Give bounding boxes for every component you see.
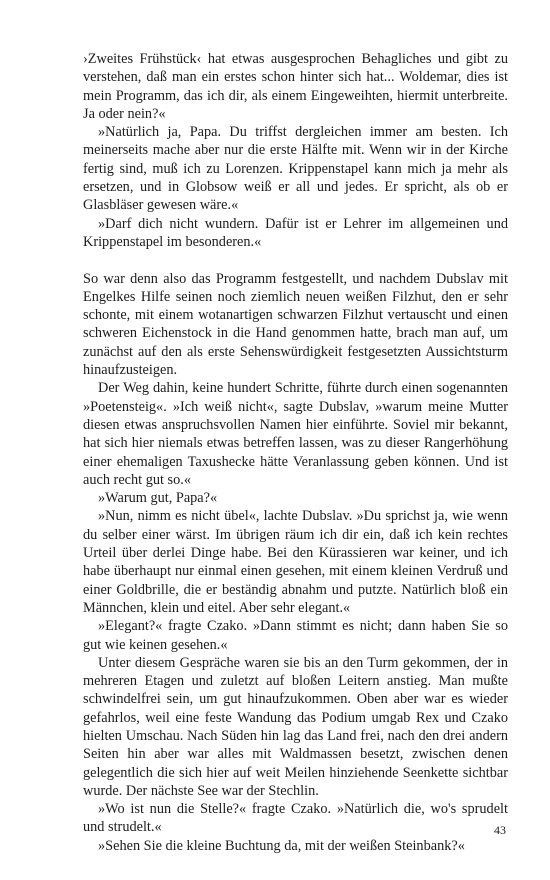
paragraph-3: »Darf dich nicht wundern. Dafür ist er Lehrer im allgemeinen und Krippenstapel im besonderen.«	[83, 215, 508, 250]
paragraph-7: »Nun, nimm es nicht übel«, lachte Dubslav. »Du sprichst ja, wie wenn du selber einer wärst. Im übrigen räum ich dir ein, daß ich kein rechtes Urteil über derlei Dinge habe. Bei den Kürassieren war keiner, und ich habe überhaupt nur einmal einen gesehen, mit einem kleinen Verdruß und einer Goldbrille, die er beständig abnahm und putzte. Natürlich bloß ein Männchen, klein und eitel. Aber sehr elegant.«	[83, 508, 508, 616]
paragraph-2: »Natürlich ja, Papa. Du triffst dergleichen immer am besten. Ich meinerseits mache aber nur die erste Hälfte mit. Wenn wir in der Kirche fertig sind, muß ich zu Lorenzen. Krippenstapel kann mich ja mehr als ersetzen, und in Globsow weiß er all und jedes. Er spricht, als ob er Glasbläser gewesen wäre.«	[83, 124, 508, 214]
paragraph-1: ›Zweites Frühstück‹ hat etwas ausgesprochen Behagliches und gibt zu verstehen, daß man ein erstes schon hinter sich hat... Woldemar, dies ist mein Programm, das ich dir, als einem Eingeweihten, hiermit unterbreite. Ja oder nein?«	[83, 51, 508, 122]
paragraph-6: »Warum gut, Papa?«	[98, 490, 218, 507]
paragraph-8: »Elegant?« fragte Czako. »Dann stimmt es nicht; dann haben Sie so gut wie keinen gesehen.«	[83, 618, 508, 653]
paragraph-4: So war denn also das Programm festgestellt, und nachdem Dubslav mit Engelkes Hilfe seinen noch ziemlich neuen weißen Filzhut, den er sehr schonte, mit einem wotanartigen schwarzen Filzhut vertauscht und einen schweren Eichenstock in die Hand genommen hatte, brach man auf, um zunächst auf den als erste Sehenswürdigkeit festgesetzten Aussichtsturm hinaufzusteigen.	[83, 270, 508, 379]
paragraph-5: Der Weg dahin, keine hundert Schritte, führte durch einen sogenannten »Poetensteig«. »Ich weiß nicht«, sagte Dubslav, »warum meine Mutter diesen etwas anspruchsvollen Namen hier einführte. Soviel mir bekannt, hat sich hier niemals etwas betreffen lassen, was zu dieser Rangerhöhung einer ehemaligen Taxushecke hätte Veranlassung geben können. Und ist auch recht gut so.«	[83, 380, 508, 488]
paragraph-10: »Wo ist nun die Stelle?« fragte Czako. »Natürlich die, wo's sprudelt und strudelt.«	[83, 801, 508, 836]
page-number: 43	[494, 823, 506, 837]
body-text	[83, 50, 508, 855]
paragraph-11: »Sehen Sie die kleine Buchtung da, mit der weißen Steinbank?«	[98, 837, 465, 854]
paragraph-9: Unter diesem Gespräche waren sie bis an den Turm gekommen, der in mehreren Etagen und zuletzt auf bloßen Leitern anstieg. Man mußte schwindelfrei sein, um gut hinaufzukommen. Oben aber war es wieder gefahrlos, weil eine feste Wandung das Podium umgab Rex und Czako hielten Umschau. Nach Süden hin lag das Land frei, nach den drei andern Seiten hin aber war alles mit Waldmassen besetzt, zwischen denen gelegentlich die sich hier auf weit Meilen hinziehende Seenkette sichtbar wurde. Der nächste See war der Stechlin.	[83, 654, 508, 799]
